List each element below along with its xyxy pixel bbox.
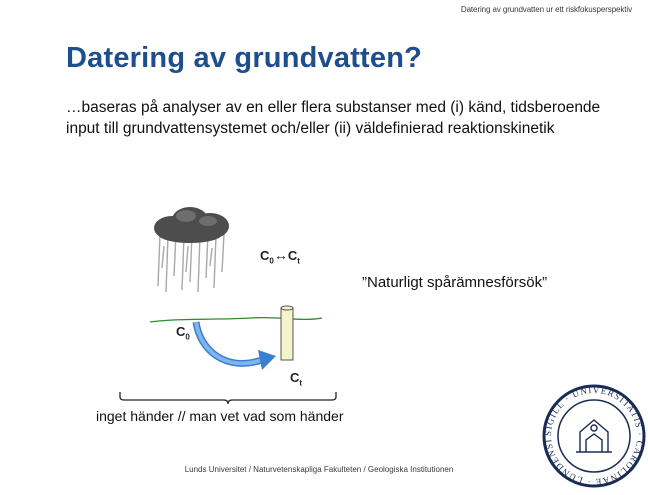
c0-ct-relation-label: $C_0\leftrightarrow C_t$ <box>260 247 300 266</box>
flow-arrow-head <box>258 350 276 370</box>
time-brace <box>120 392 336 404</box>
running-header: Datering av grundvatten ur ett riskfokusperspektiv <box>460 5 632 14</box>
slide-title: Datering av grundvatten? <box>66 42 423 74</box>
ground-surface-line <box>150 318 322 322</box>
ct-label: $C_t$ <box>290 370 303 388</box>
natural-tracer-quote: ”Naturligt spårämnesförsök” <box>362 274 548 291</box>
flow-arrow <box>196 322 262 363</box>
slide-body-text: …baseras på analyser av en eller flera substanser med (i) känd, tidsberoende input till grundvattensystemet och/eller (ii) väldefinierad reaktionskinetik <box>66 99 601 137</box>
slide-footer: Lunds Universitet / Naturvetenskapliga Fakulteten / Geologiska Institutionen <box>184 465 454 474</box>
well-tube <box>281 308 293 360</box>
diagram-caption: inget händer // man vet vad som händer <box>96 408 344 424</box>
svg-text:SIGILL · UNIVERSITATIS · CAROL: SIGILL · UNIVERSITATIS · CAROLINAE · LUNDENSI <box>542 384 646 488</box>
c0-label: $C_0$ <box>176 324 190 342</box>
